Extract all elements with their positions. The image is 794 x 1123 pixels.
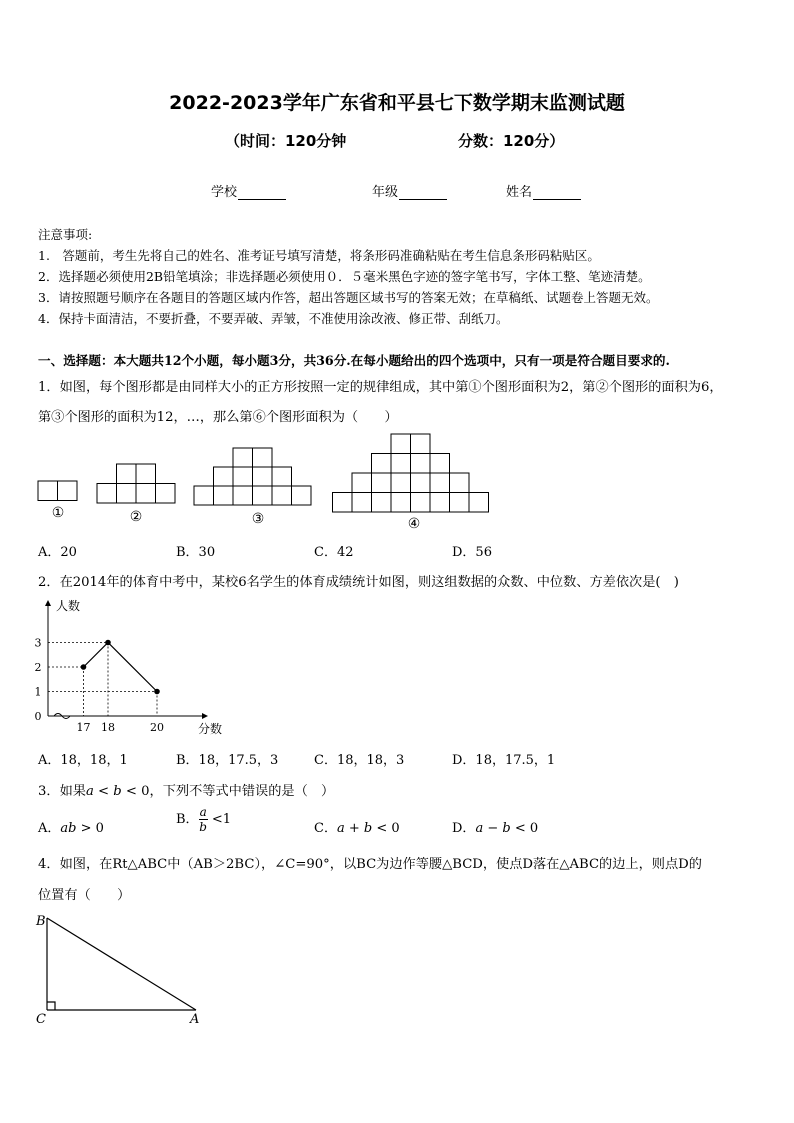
side-ab	[47, 918, 196, 1010]
notice-item: 2．选择题必须使用2B铅笔填涂；非选择题必须使用０．５毫米黑色字迹的签字笔书写，字体工整、笔迹清楚。	[38, 269, 651, 284]
notice-heading: 注意事项:	[38, 227, 93, 242]
q3-option-c: C．a + b < 0	[314, 821, 400, 836]
grade-field	[372, 181, 447, 200]
figure-label: ①	[51, 505, 65, 521]
y-axis-arrow	[45, 600, 51, 606]
figure-label: ③	[251, 511, 265, 527]
square	[292, 486, 312, 505]
q4-text-line1: 4．如图，在Rt△ABC中（AB＞2BC），∠C=90°，以BC为边作等腰△BCD，使点D落在△ABC的边上，则点D的	[38, 857, 702, 872]
square	[411, 434, 431, 454]
q1-text-line1: 1．如图，每个图形都是由同样大小的正方形按照一定的规律组成，其中第①个图形面积为2，第②个图形的面积为6，	[38, 380, 723, 395]
square	[333, 493, 353, 513]
q3-text-prefix: 3．如果	[38, 784, 86, 799]
square	[391, 493, 411, 513]
q1-option-c: C．42	[314, 545, 354, 560]
square	[372, 493, 392, 513]
q2-option-b: B．18，17.5，3	[176, 753, 279, 768]
q3-option-d: D．a − b < 0	[452, 821, 539, 836]
q1-option-d: D．56	[452, 545, 492, 560]
q1-option-b: B．30	[176, 545, 216, 560]
name-field	[506, 181, 581, 200]
q3-text: 3．如果a < b < 0，下列不等式中错误的是（ ）	[38, 784, 335, 799]
x-tick-label: 18	[101, 721, 115, 734]
notice-item: 3．请按照题号顺序在各题目的答题区域内作答，超出答题区域书写的答案无效；在草稿纸、试题卷上答题无效。	[38, 290, 659, 305]
q2-text: 2．在2014年的体育中考中，某校6名学生的体育成绩统计如图，则这组数据的众数、中位数、方差依次是( )	[38, 575, 679, 590]
section-heading: 一、选择题：本大题共12个小题，每小题3分，共36分.在每小题给出的四个选项中，只有一项是符合题目要求的.	[38, 353, 670, 368]
y-tick-label: 3	[34, 636, 42, 650]
name-blank	[533, 187, 581, 200]
q1-option-a: A．20	[38, 545, 77, 560]
q2-option-a: A．18，18，1	[38, 753, 128, 768]
vertex-label-b: B	[36, 914, 46, 929]
grade-label: 年级	[372, 185, 399, 200]
option-prefix: A．	[38, 821, 61, 836]
square	[233, 486, 253, 505]
square	[430, 493, 450, 513]
square	[272, 486, 292, 505]
square	[214, 486, 234, 505]
notice-item: 1. 答题前，考生先将自己的姓名、准考证号填写清楚，将条形码准确粘贴在考生信息条形码粘贴区。	[38, 248, 600, 263]
square	[214, 467, 234, 486]
y-tick-label: 1	[34, 685, 42, 699]
x-axis-arrow	[202, 713, 208, 719]
vertex-label-c: C	[36, 1012, 46, 1027]
q1-figure	[0, 430, 794, 530]
right-angle-mark	[47, 1002, 55, 1010]
square	[372, 454, 392, 474]
page-title: 2022-2023学年广东省和平县七下数学期末监测试题	[169, 92, 625, 114]
square	[253, 486, 273, 505]
figure-label: ②	[129, 509, 143, 525]
q4-triangle-figure	[30, 908, 230, 1028]
square	[58, 481, 78, 501]
square	[38, 481, 58, 501]
square	[136, 484, 156, 504]
square	[430, 454, 450, 474]
option-prefix: B．	[176, 812, 199, 827]
y-tick-label: 2	[34, 661, 42, 674]
square	[352, 493, 372, 513]
grade-blank	[399, 187, 447, 200]
data-point	[81, 664, 87, 670]
q2-option-c: C．18，18，3	[314, 753, 405, 768]
square	[156, 484, 176, 504]
data-point	[154, 689, 160, 695]
q3-text-suffix: ，下列不等式中错误的是（ ）	[149, 784, 335, 799]
square	[233, 448, 253, 467]
square	[97, 484, 117, 504]
series-line	[84, 643, 158, 692]
square	[391, 434, 411, 454]
notice-item: 4．保持卡面清洁，不要折叠，不要弄破、弄皱，不准使用涂改液、修正带、刮纸刀。	[38, 311, 509, 326]
q2-line-chart	[30, 598, 270, 738]
square	[450, 473, 470, 493]
x-tick-label: 17	[76, 721, 91, 734]
square	[253, 448, 273, 467]
y-axis-title: 人数	[56, 599, 81, 613]
square	[430, 473, 450, 493]
square	[411, 493, 431, 513]
square	[253, 467, 273, 486]
school-blank	[238, 187, 286, 200]
square	[411, 454, 431, 474]
square	[352, 473, 372, 493]
option-prefix: C．	[314, 821, 337, 836]
option-prefix: D．	[452, 821, 476, 836]
time-label: （时间：120分钟	[225, 132, 347, 150]
x-axis-title: 分数	[198, 722, 223, 736]
square	[272, 467, 292, 486]
score-label: 分数：120分）	[458, 132, 565, 150]
q1-text-line2: 第③个图形的面积为12，…，那么第⑥个图形面积为（ ）	[38, 410, 398, 425]
square	[194, 486, 214, 505]
square	[136, 464, 156, 484]
square	[117, 484, 137, 504]
square	[117, 464, 137, 484]
vertex-label-a: A	[190, 1012, 200, 1027]
square	[450, 493, 470, 513]
q3-option-a: A．ab > 0	[38, 821, 104, 836]
square	[233, 467, 253, 486]
square	[391, 454, 411, 474]
q3-option-b: B． $\frac{a}{b}$ <1	[176, 805, 232, 834]
data-point	[105, 640, 111, 646]
q4-text-line2: 位置有（ ）	[38, 888, 131, 903]
name-label: 姓名	[506, 185, 533, 200]
x-tick-label: 20	[150, 721, 164, 734]
fraction-a-over-b: $\frac{a}{b}$	[199, 805, 207, 834]
square	[372, 473, 392, 493]
y-tick-label: 0	[34, 710, 42, 723]
school-field	[211, 181, 286, 200]
figure-label: ④	[407, 516, 421, 532]
square	[391, 473, 411, 493]
q2-option-d: D．18，17.5，1	[452, 753, 556, 768]
school-label: 学校	[211, 185, 238, 200]
square	[469, 493, 489, 513]
square	[411, 473, 431, 493]
